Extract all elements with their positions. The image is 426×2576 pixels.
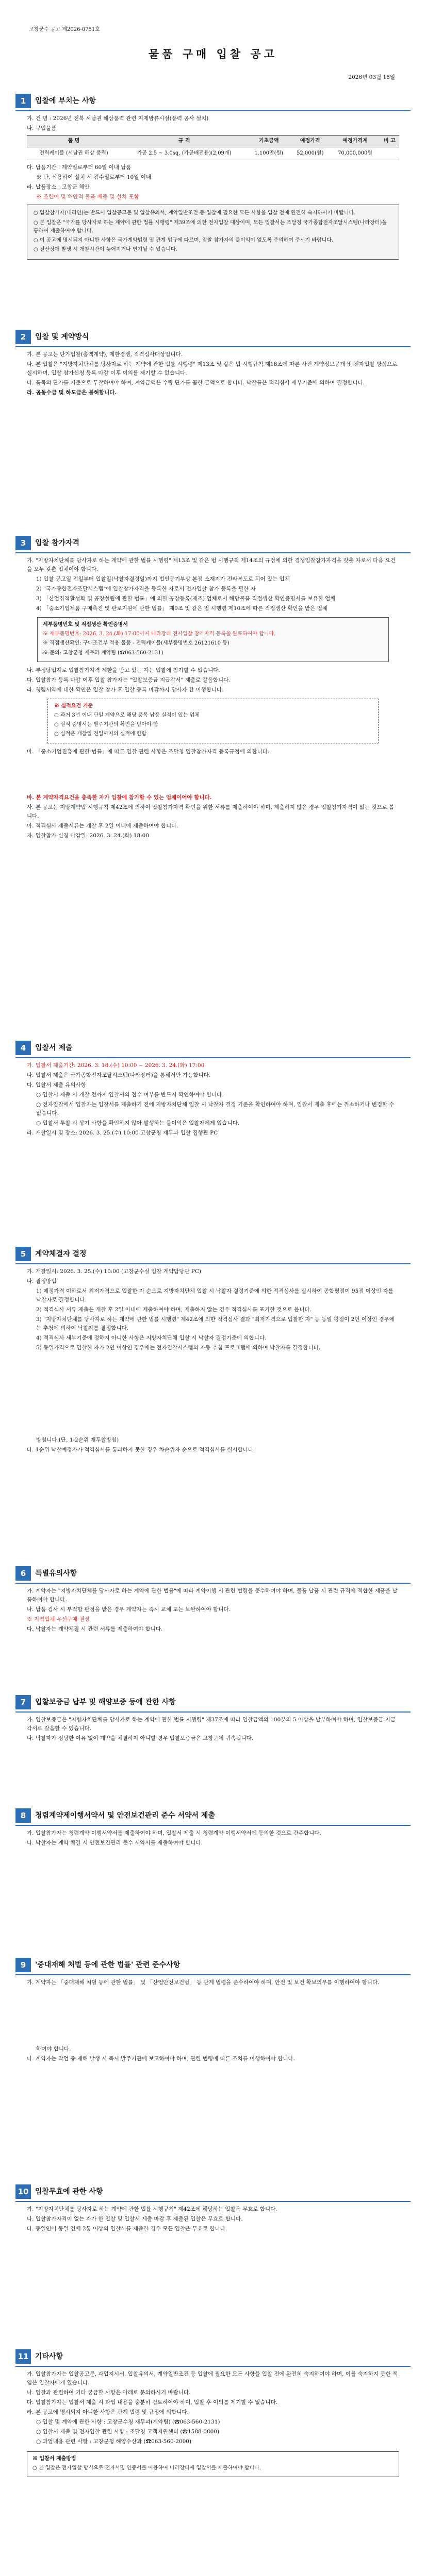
section-title: 입찰무효에 관한 사항	[35, 2187, 103, 2196]
paragraph: 라. 공동수급 및 하도급은 불허합니다.	[27, 389, 117, 396]
notice-date: 2026년 03월 18일	[348, 74, 395, 80]
paragraph: 나. 본 입찰은 "지방자치단체를 당사자로 하는 계약에 관한 법률 시행령" 제13조 및 같은 법 시행규칙 제18조에 따른 사전 계약정보공개 및 전자입찰 방식으로 실시하며, 입찰 참가신청 등록 마감 이후 이의를 제기할 수 없습니다.	[27, 361, 398, 376]
list-item: 3) 「산업집적활성화 및 공장설립에 관한 법률」에 의한 공장등록(제조) 업체로서 해당물품 직접생산 확인증명서를 보유한 업체	[36, 596, 336, 602]
section-title: 입찰보증금 납부 및 해양보증 등에 관한 사항	[35, 1698, 176, 1706]
highlight-line: 바. 본 계약자격요건을 충족한 자가 입찰에 참가할 수 있는 업체이어야 합니다.	[27, 794, 212, 801]
qualification-box	[37, 617, 389, 662]
section-number: 5	[15, 1247, 31, 1261]
paragraph: 가. 입찰참가자는 청렴계약 이행서약서를 제출하여야 하며, 입찰서 제출 시 청렴계약 이행서약서에 동의한 것으로 간주합니다.	[27, 1830, 321, 1836]
paragraph: 가. "지방자치단체를 당사자로 하는 계약에 관한 법률 시행규칙" 제42조에 해당하는 입찰은 무효로 합니다.	[27, 2206, 277, 2212]
section-2	[15, 330, 411, 398]
section-title: 특별유의사항	[35, 1569, 77, 1578]
paragraph: 나. 입찰과 관련하여 기타 궁금한 사항은 아래로 문의하시기 바랍니다.	[27, 2389, 191, 2396]
box-line: ※ 세부품명번호: 2026. 3. 24.(화) 17:00까지 나라장터 전자입찰 참가자격 등록을 완료하여야 합니다.	[43, 631, 276, 637]
table-row	[27, 147, 399, 160]
performance-box	[47, 699, 379, 743]
table-cell: 가공 2.5 ~ 3.0sq, (가공배전용)(2,09개)	[121, 147, 248, 160]
delivery-place-note: ※ 조련이 및 해안적 물품 배출 및 설치 포함	[36, 194, 139, 200]
paragraph: 라. 청렴서약에 대한 확인은 입찰 참가 후 입찰 등록 마감까지 당사자 간 이행합니다.	[27, 686, 224, 693]
submission-box	[27, 2451, 399, 2477]
item-goods-label: 나. 구입물품	[27, 125, 57, 131]
section-number: 4	[15, 1041, 31, 1055]
section-6	[15, 1566, 411, 1635]
section-4	[15, 1041, 411, 1139]
list-item: 4) 「중소기업제품 구매촉진 및 판로지원에 관한 법률」 제9조 및 같은 법 시행령 제10조에 따른 직접생산 확인을 받은 업체	[36, 605, 327, 612]
section-number: 10	[15, 2184, 31, 2199]
section-3	[15, 536, 411, 841]
list-item: ○ 입찰서 제출 시 개찰 전까지 입찰서의 접수 여부를 반드시 확인하여야 합니다.	[36, 1092, 224, 1098]
contact-line: ○ 입찰 및 계약에 관한 사항 : 고창군수청 재무과(계약팀) (☎063-560-2131)	[36, 2419, 220, 2425]
box-title: ※ 실적요건 기준	[54, 703, 93, 709]
box-title: 세부품명번호 및 직접생산 확인증명서	[43, 622, 128, 628]
page-title: 물품 구매 입찰 공고	[148, 47, 278, 60]
section-number: 3	[15, 536, 31, 550]
section-number: 11	[15, 2349, 31, 2364]
highlight-line: ※ 지역업체 우선구매 권장	[27, 1616, 90, 1622]
paragraph: 아. 적격심사 제출서류는 개찰 후 2일 이내에 제출하여야 합니다.	[27, 822, 178, 829]
paragraph: 나. 납품 검사 시 부적합 판정을 받은 경우 계약자는 즉시 교체 또는 보완하여야 합니다.	[27, 1606, 231, 1613]
section-title: 입찰 참가자격	[35, 538, 80, 547]
box-line: ○ 과거 3년 이내 단일 계약으로 해당 품목 납품 실적이 있는 업체	[54, 712, 200, 718]
note-line: 방침니다.(단, 1-2순위 재투찰방침)	[36, 1437, 119, 1443]
box-line: ○ 전산장애 발생 시 개찰시간이 늦어지거나 연기될 수 있습니다.	[34, 247, 177, 253]
contact-line: ○ 입찰서 제출 및 전자입찰 관련 사항 : 조달청 고객지원센터 (☎1588-0800)	[36, 2429, 220, 2435]
paragraph: 다. 동일인이 동일 건에 2통 이상의 입찰서를 제출한 경우 모든 입찰은 무효로 합니다.	[27, 2226, 227, 2232]
paragraph: 가. 입찰서 제출기간: 2026. 3. 18.(수) 10:00 ~ 2026. 3. 24.(화) 17:00	[27, 1062, 205, 1069]
paragraph: 가. 본 공고는 단가입찰(총액계약), 제한경쟁, 적격심사대상입니다.	[27, 351, 183, 358]
paragraph: 가. 개찰일시: 2026. 3. 25.(수) 10:00 (고창군수실 입찰 계약담당관 PC)	[27, 1268, 202, 1275]
paragraph: 나. 입찰참가자격이 없는 자가 한 입찰 및 입찰서 제출 마감 후 제출된 입찰은 무효로 합니다.	[27, 2216, 243, 2222]
contact-line: ○ 과업내용 관련 사항 : 고창군청 해양수산과 (☎063-560-2000)	[36, 2438, 192, 2445]
section-title: 기타사항	[35, 2352, 63, 2361]
list-item: 1) 입찰 공고일 전일부터 입찰일(낙찰자결정일)까지 법인등기부상 본점 소재지가 전라북도로 되어 있는 업체	[36, 576, 290, 582]
table-cell: 1,100만(원)	[248, 147, 290, 160]
box-line: ○ 본 입찰은 전자입찰 방식으로 전자서명 인증서를 이용하여 나라장터에 입찰서를 제출하여야 합니다.	[32, 2465, 261, 2471]
box-line: ○ 실적 증명서는 발주기관의 확인을 받아야 함	[54, 722, 158, 728]
paragraph: 다. 1순위 낙찰예정자가 적격심사를 통과하지 못한 경우 차순위자 순으로 적격심사를 실시합니다.	[27, 1447, 255, 1453]
paragraph: 가. 입찰보증금은 "지방자치단체를 당사자로 하는 계약에 관한 법률 시행령" 제37조에 따라 입찰금액의 100분의 5 이상을 납부하여야 하며, 입찰보증금 지급각서로 갈음할 수 있습니다.	[27, 1717, 396, 1732]
notice-number: 고창군수 공고 제2026-0751호	[29, 27, 100, 32]
paragraph: 나. 결정방법	[27, 1278, 57, 1284]
paragraph: 다. 입찰참가자는 입찰서 제출 시 과업 내용을 충분히 검토하여야 하며, 입찰 후 이의를 제기할 수 없습니다.	[27, 2399, 278, 2405]
notice-box	[27, 205, 399, 260]
paragraph: 자. 입찰참가 신청 마감일: 2026. 3. 24.(화) 18:00	[27, 832, 150, 839]
paragraph: 가. 입찰참가자는 입찰공고문, 과업지시서, 입찰유의서, 계약일반조건 등 입찰에 필요한 모든 사항을 입찰 전에 완전히 숙지하여야 하며, 이를 숙지하지 못한 책임은 입찰자에게 있습니다.	[27, 2371, 398, 2386]
section-10	[15, 2184, 411, 2234]
list-item: 4) 적격심사 세부기준에 정하지 아니한 사항은 지방자치단체 입찰 시 낙찰자 결정기준에 의합니다.	[36, 1335, 267, 1341]
box-line: ※ 직접생산확인: 구매조건부 적용 물품 - 전력케이블(세부품명번호 26121610 등)	[43, 640, 230, 647]
table-cell	[380, 147, 399, 160]
paragraph: 나. 계약자는 작업 중 재해 발생 시 즉시 발주기관에 보고하여야 하며, 관련 법령에 따른 조치를 이행하여야 합니다.	[27, 2056, 295, 2062]
table-header: 품 명	[27, 135, 121, 147]
paragraph: 라. 본 공고에 명시되지 아니한 사항은 관계 법령 및 규정에 의합니다.	[27, 2409, 189, 2415]
list-item: 2) 적격심사 서류 제출은 개찰 후 2일 이내에 제출하여야 하며, 제출하지 않는 경우 적격심사를 포기한 것으로 봅니다.	[36, 1307, 312, 1313]
section-number: 6	[15, 1566, 31, 1581]
paragraph: 나. 부정당업자로 입찰참가자격 제한을 받고 있는 자는 입찰에 참가할 수 없습니다.	[27, 667, 220, 673]
goods-table	[27, 135, 399, 160]
table-header: 규 격	[121, 135, 248, 147]
section-number: 8	[15, 1808, 31, 1823]
table-cell: 70,000,000원	[330, 147, 380, 160]
list-item: ○ 입찰서 투찰 시 상기 사항을 확인하지 않아 발생하는 불이익은 입찰자에게 있습니다.	[36, 1120, 240, 1126]
list-item: 2) "국가종합전자조달시스템"에 입찰참가자격을 등록한 자로서 전자입찰 참가 등록을 필한 자	[36, 586, 256, 592]
note-line: 하여야 합니다.	[36, 2046, 71, 2052]
section-number: 9	[15, 1958, 31, 1972]
paragraph: 다. 낙찰자는 계약체결 시 관련 서류를 제출하여야 합니다.	[27, 1626, 163, 1632]
item-subject: 가. 건 명 : 2026년 전북 서남권 해상풍력 관련 지제방류시설(풍력 공사 설치)	[27, 115, 209, 122]
section-1	[15, 94, 411, 263]
section-9	[15, 1958, 411, 2064]
box-line: ○ 입찰참가자(대리인)는 반드시 입찰공고문 및 입찰유의서, 계약일반조건 등 입찰에 필요한 모든 사항을 입찰 전에 완전히 숙지하시기 바랍니다.	[34, 210, 356, 216]
paragraph: 다. 품목의 단가를 기준으로 투찰하여야 하며, 계약금액은 수량 단가를 곱한 금액으로 합니다. 낙찰률은 적격심사 세부기준에 의하여 결정합니다.	[27, 380, 365, 386]
paragraph: 라. 개찰일시 및 장소: 2026. 3. 25.(수) 10:00 고창군청 재무과 입찰 집행관 PC	[27, 1130, 218, 1136]
box-title: ※ 입찰서 제출방법	[32, 2456, 76, 2462]
list-item: ○ 전자입찰에서 입찰자는 입찰서를 제출하기 전에 지방자치단체 입찰 시 낙찰자 결정 기준을 확인하여야 하며, 입찰서 제출 후에는 취소하거나 변경할 수 없습니다.	[36, 1101, 395, 1116]
table-header: 예정가격	[290, 135, 330, 147]
section-5	[15, 1247, 411, 1455]
paragraph: 사. 본 공고는 지방계약법 시행규칙 제42조에 의하여 입찰참가자격 확인을 위한 서류를 제출하여야 하며, 제출하지 않은 경우 입찰참가자격이 없는 것으로 봅니다.	[27, 804, 395, 819]
list-item: 3) "지방자치단체를 당사자로 하는 계약에 관한 법률 시행령" 제42조에 의한 적격심사 결과 "최저가격으로 입찰한 자" 등 동일 평점이 2인 이상인 경우에는 추첨에 의하여 낙찰자를 결정합니다.	[36, 1316, 395, 1331]
paragraph: 마. 「중소기업진흥에 관한 법률」에 따른 입찰 관련 사항은 조달청 입찰참가자격 등록규정에 의합니다.	[27, 748, 270, 755]
section-number: 2	[15, 330, 31, 344]
paragraph: 가. "지방자치단체를 당사자로 하는 계약에 관한 법률 시행령" 제13조 및 같은 법 시행규칙 제14조의 규정에 의한 경쟁입찰참가자격을 갖춘 자로서 다음 요건을 모두 갖춘 업체여야 합니다.	[27, 557, 396, 572]
section-title: 입찰서 제출	[35, 1043, 73, 1052]
table-header: 기초금액	[248, 135, 290, 147]
delivery-note: ※ 단, 식용하여 설치 시 검수일로부터 10일 이내	[36, 174, 151, 181]
section-7	[15, 1695, 411, 1744]
table-cell: 52,000(원)	[290, 147, 330, 160]
table-header: 비 고	[380, 135, 399, 147]
section-title: 청렴계약제이행서약서 및 안전보건관리 준수 서약서 제출	[35, 1811, 215, 1820]
list-item: 1) 예정가격 이하로서 최저가격으로 입찰한 자 순으로 지방자치단체 입찰 시 낙찰자 결정기준에 의한 적격심사를 실시하여 종합평점이 95점 이상인 자를 낙찰자로 결정합니다.	[36, 1288, 394, 1303]
section-number: 1	[15, 94, 31, 108]
list-item: 5) 동일가격으로 입찰한 자가 2인 이상인 경우에는 전자입찰시스템의 자동 추첨 프로그램에 의하여 낙찰자를 결정합니다.	[36, 1345, 321, 1351]
box-line: ○ 실적은 개찰일 전일까지의 실적에 한함	[54, 731, 147, 737]
section-title: 입찰 및 계약방식	[35, 332, 89, 341]
paragraph: 다. 입찰서 제출 유의사항	[27, 1082, 86, 1088]
section-8	[15, 1808, 411, 1849]
paragraph: 나. 낙찰자는 계약 체결 시 안전보건관리 준수 서약서를 제출하여야 합니다.	[27, 1840, 203, 1846]
section-title: 계약체결자 결정	[35, 1249, 87, 1258]
table-cell: 전력케이블 (서남권 해상 풍력)	[27, 147, 121, 160]
paragraph: 가. 계약자는 「중대재해 처벌 등에 관한 법률」 및 「산업안전보건법」 등 관계 법령을 준수하여야 하며, 안전 및 보건 확보의무를 이행하여야 합니다.	[27, 1979, 380, 1986]
item-delivery-place: 라. 납품장소 : 고창군 해안	[27, 184, 90, 191]
paragraph: 나. 입찰서 제출은 국가종합전자조달시스템(나라장터)을 통해서만 가능합니다.	[27, 1072, 211, 1078]
section-title: '중대재해 처벌 등에 관한 법률' 관련 준수사항	[35, 1960, 181, 1969]
section-title: 입찰에 부치는 사항	[35, 96, 96, 105]
box-line: ※ 문의: 고창군청 재무과 계약팀 (☎063-560-2131)	[43, 650, 163, 656]
section-number: 7	[15, 1695, 31, 1709]
paragraph: 가. 계약자는 "지방자치단체를 당사자로 하는 계약에 관한 법률"에 따라 계약이행 시 관련 법령을 준수하여야 하며, 물품 납품 시 관련 규격에 적합한 제품을 납품하여야 합니다.	[27, 1588, 398, 1603]
paragraph: 다. 입찰참가 등록 마감 이후 입찰 참가자는 "입찰보증금 지급각서" 제출로 갈음합니다.	[27, 676, 231, 683]
box-line: ○ 본 입찰은 "국가를 당사자로 하는 계약에 관한 법률 시행령" 제39조에 의한 전자입찰 대상이며, 모든 입찰서는 조달청 국가종합전자조달시스템(나라장터)을 통하여 제출하여야 합니다.	[34, 219, 387, 234]
paragraph: 나. 낙찰자가 정당한 이유 없이 계약을 체결하지 아니할 경우 입찰보증금은 고창군에 귀속됩니다.	[27, 1735, 253, 1741]
table-header: 예정가격계	[330, 135, 380, 147]
box-line: ○ 이 공고에 명시되지 아니한 사항은 국가계약법령 및 관계 법규에 따르며, 입찰 참가자의 불이익이 없도록 주의하여 주시기 바랍니다.	[34, 237, 334, 243]
section-11	[15, 2349, 411, 2482]
item-delivery-period: 다. 납품기간 : 계약일로부터 60일 이내 납품	[27, 164, 132, 171]
